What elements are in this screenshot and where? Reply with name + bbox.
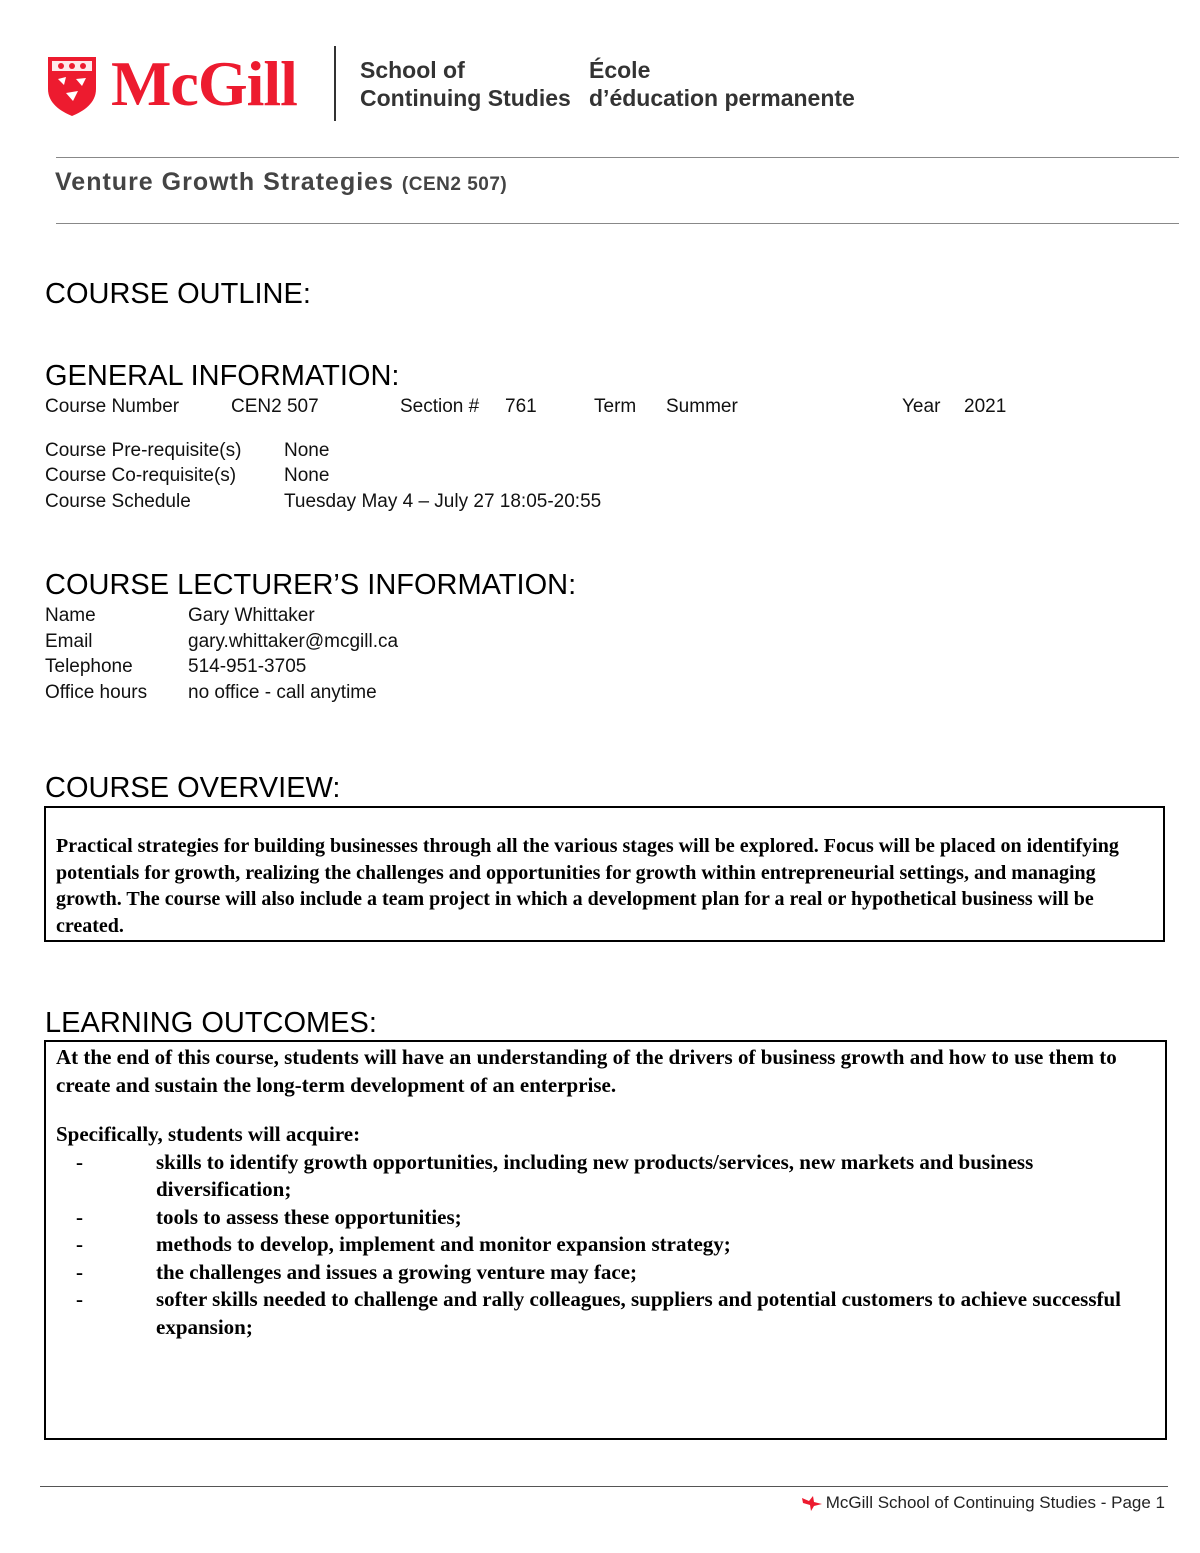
label-year: Year — [902, 396, 941, 417]
value-course-number: CEN2 507 — [231, 396, 319, 417]
title-rule-top — [56, 157, 1179, 158]
label-email: Email — [45, 631, 93, 652]
school-name-fr-line1: École — [589, 57, 651, 83]
heading-general-information: GENERAL INFORMATION: — [45, 360, 400, 392]
list-item-text: softer skills needed to challenge and rally colleagues, suppliers and potential customers to achieve successful expansion; — [156, 1287, 1122, 1339]
label-course-number: Course Number — [45, 396, 180, 417]
list-item — [56, 1259, 1155, 1287]
overview-text: Practical strategies for building businesses through all the various stages will be explored. Focus will be placed on identifying potentials for growth, realizing the challenges and opportunities for growth within entrepreneurial settings, and managing growth. The course will also include a team project in which a development plan for a real or hypothetical business will be created. — [56, 835, 1119, 937]
list-item — [56, 1204, 1155, 1232]
page-footer — [801, 1493, 1165, 1513]
value-office-hours: no office - call anytime — [188, 682, 377, 703]
label-telephone: Telephone — [45, 656, 133, 677]
list-item — [56, 1231, 1155, 1259]
list-item-text: the challenges and issues a growing venture may face; — [156, 1259, 638, 1284]
outcomes-box — [44, 1040, 1167, 1440]
value-section: 761 — [505, 396, 537, 417]
list-item — [56, 1149, 1155, 1204]
course-title-text: Venture Growth Strategies — [55, 168, 394, 196]
school-name-en-line2: Continuing Studies — [360, 85, 571, 111]
header-divider — [334, 46, 336, 121]
mcgill-wordmark: McGill — [111, 48, 297, 119]
value-prerequisite: None — [284, 440, 330, 461]
list-item-text: methods to develop, implement and monitor expansion strategy; — [156, 1232, 731, 1256]
list-item — [56, 1286, 1155, 1341]
label-office-hours: Office hours — [45, 682, 148, 703]
bullet-marker: - — [76, 1204, 83, 1229]
value-term: Summer — [666, 396, 738, 417]
school-name-en-line1: School of — [360, 57, 465, 83]
martlet-icon — [801, 1494, 823, 1512]
school-name-fr — [589, 56, 855, 112]
label-name: Name — [45, 605, 96, 626]
footer-text: McGill School of Continuing Studies - Page 1 — [825, 1493, 1165, 1512]
outcomes-list — [56, 1149, 1155, 1342]
value-email[interactable]: gary.whittaker@mcgill.ca — [188, 631, 399, 652]
bullet-marker: - — [76, 1259, 83, 1284]
value-telephone: 514-951-3705 — [188, 656, 307, 677]
footer-rule — [40, 1486, 1168, 1487]
heading-course-outline: COURSE OUTLINE: — [45, 278, 311, 310]
course-code: (CEN2 507) — [401, 174, 508, 195]
value-schedule: Tuesday May 4 – July 27 18:05-20:55 — [284, 491, 602, 512]
list-item-text: tools to assess these opportunities; — [156, 1204, 462, 1229]
list-item-text: skills to identify growth opportunities, including new products/services, new markets and business diversification; — [156, 1149, 1034, 1201]
course-title — [55, 168, 507, 197]
heading-lecturer-information: COURSE LECTURER’S INFORMATION: — [45, 569, 577, 601]
label-prerequisite: Course Pre-requisite(s) — [45, 440, 242, 461]
title-rule-bottom — [56, 223, 1179, 224]
school-name-fr-line2: d’éducation permanente — [589, 85, 855, 111]
mcgill-crest-icon — [46, 55, 98, 117]
label-section: Section # — [400, 396, 480, 417]
label-schedule: Course Schedule — [45, 491, 191, 512]
value-year: 2021 — [964, 396, 1007, 417]
heading-course-overview: COURSE OVERVIEW: — [45, 772, 341, 804]
bullet-marker: - — [76, 1287, 83, 1311]
outcomes-intro: At the end of this course, students will have an understanding of the drivers of business growth and how to use them to create and sustain the long-term development of an enterprise. — [56, 1045, 1117, 1097]
bullet-marker: - — [76, 1232, 83, 1256]
label-term: Term — [594, 396, 637, 417]
overview-box — [44, 806, 1165, 942]
bullet-marker: - — [76, 1149, 83, 1174]
outcomes-content — [46, 1042, 1165, 1341]
value-corequisite: None — [284, 465, 330, 486]
value-name: Gary Whittaker — [188, 605, 315, 626]
label-corequisite: Course Co-requisite(s) — [45, 465, 237, 486]
heading-learning-outcomes: LEARNING OUTCOMES: — [45, 1007, 377, 1039]
school-name-en — [360, 56, 571, 112]
outcomes-lead: Specifically, students will acquire: — [56, 1122, 361, 1146]
